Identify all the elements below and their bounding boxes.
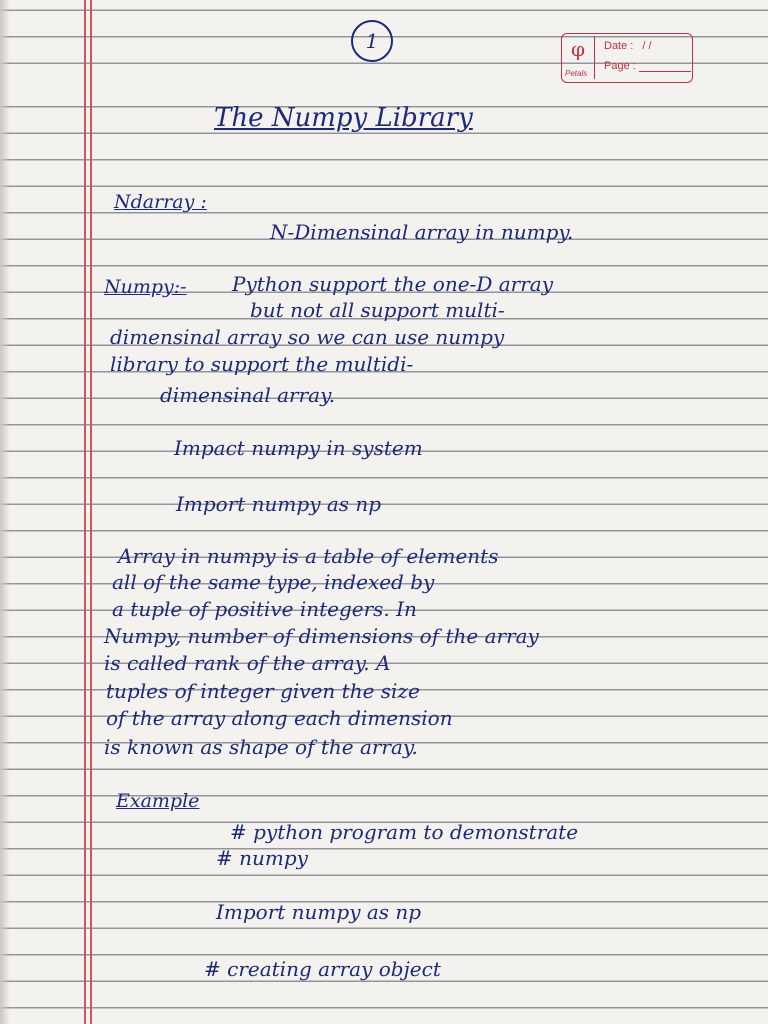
numpy-line-1: Python support the one-D array: [232, 272, 553, 296]
page-label: Page :: [604, 60, 636, 72]
numpy-line-4: library to support the multidi-: [110, 352, 414, 376]
array-line-5: is called rank of the array. A: [104, 651, 391, 675]
margin-line-right: [90, 0, 92, 1024]
date-label: Date :: [604, 40, 634, 52]
petals-logo: [564, 36, 595, 79]
page-row: [604, 60, 691, 72]
example-label: Example: [116, 790, 200, 812]
numpy-line-2: but not all support multi-: [250, 298, 505, 322]
date-value: / /: [642, 40, 652, 52]
example-comment-1: # python program to demonstrate: [230, 820, 579, 844]
array-line-1: Array in numpy is a table of elements: [118, 544, 499, 568]
page-blank: [639, 61, 691, 72]
example-comment-3: # creating array object: [204, 957, 441, 981]
array-line-4: Numpy, number of dimensions of the array: [104, 624, 539, 648]
array-line-8: is known as shape of the array.: [104, 735, 418, 759]
ndarray-text: N-Dimensinal array in numpy.: [270, 220, 574, 244]
install-line: Impact numpy in system: [174, 436, 423, 460]
petals-brand: Petals: [565, 69, 588, 78]
petals-logo-icon: φ: [571, 37, 586, 61]
import-line-1: Import numpy as np: [176, 492, 382, 516]
array-line-2: all of the same type, indexed by: [112, 570, 435, 594]
page-title: The Numpy Library: [214, 103, 473, 133]
page-number-circle: 1: [351, 20, 393, 62]
array-line-6: tuples of integer given the size: [106, 679, 420, 703]
example-comment-2: # numpy: [216, 846, 308, 870]
example-import: Import numpy as np: [216, 900, 422, 924]
numpy-label: Numpy:-: [104, 276, 187, 298]
numpy-line-5: dimensinal array.: [160, 383, 336, 407]
array-line-7: of the array along each dimension: [106, 706, 453, 730]
petals-date-stamp: [561, 33, 693, 83]
margin-line-left: [84, 0, 86, 1024]
array-line-3: a tuple of positive integers. In: [112, 597, 417, 621]
date-row: [604, 40, 652, 52]
numpy-line-3: dimensinal array so we can use numpy: [110, 325, 505, 349]
ndarray-label: Ndarray :: [114, 191, 207, 213]
